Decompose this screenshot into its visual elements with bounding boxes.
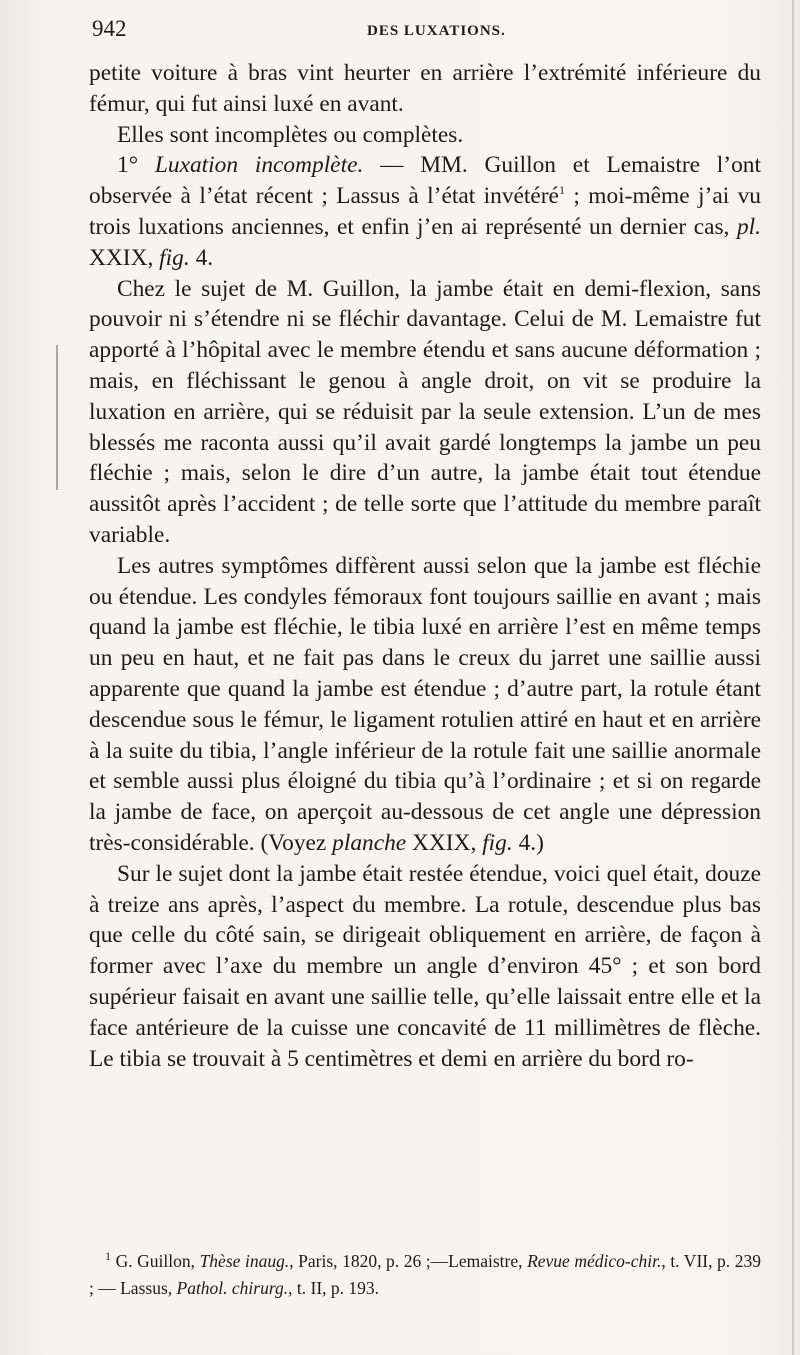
text-run: 4.) — [512, 829, 544, 856]
italic-text: fig. — [159, 244, 190, 271]
text-run: XXIX, — [406, 829, 483, 856]
page-number: 942 — [92, 16, 127, 41]
paragraph — [89, 58, 761, 120]
paragraph — [89, 150, 761, 273]
italic-text: fig. — [482, 829, 513, 856]
italic-text: planche — [332, 829, 407, 856]
text-run: Sur le sujet dont la jambe était restée étendue, voici quel était, douze à treize ans après, l’aspect du membre. La rotule, descendue plus bas que celle du côté sain, se dirigeait obliquement en arrière, de façon à former avec l’axe du membre un angle d’environ 45° ; et son bord supérieur faisait en avant une saillie telle, qu’elle laissait entre elle et la face antérieure de la cuisse une concavité de 11 millimètres de flèche. Le tibia se trouvait à 5 centimètres et demi en arrière du bord ro- — [89, 860, 761, 1072]
margin-pencil-mark — [56, 345, 58, 490]
text-run: — MM. Guillon et Lemaistre l’ont observée à l’état récent ; Lassus à l’état invétéré — [89, 152, 761, 210]
paragraph — [89, 274, 761, 551]
page-header — [92, 14, 762, 46]
text-run: petite voiture à bras vint heurter en arrière l’extrémité inférieure du fémur, qui fut ainsi luxé en avant. — [89, 60, 761, 117]
footnote-ref: 1 — [558, 183, 565, 198]
paragraph — [89, 859, 761, 1075]
running-head: DES LUXATIONS. — [367, 23, 506, 39]
text-run: Elles sont incomplètes ou complètes. — [117, 121, 464, 148]
italic-text: Luxation incomplète. — [154, 152, 364, 179]
text-run: G. Guillon, — [111, 1251, 200, 1271]
text-run: 1° — [117, 152, 155, 179]
text-run: Les autres symptômes diffèrent aussi selon que la jambe est fléchie ou étendue. Les condyles fémoraux font toujours saillie en avant ; mais quand la jambe est fléchie, le tibia luxé en arrière l’est en même temps un peu en haut, et ne fait pas dans le creux du jarret une saillie aussi apparente que quand la jambe est étendue ; d’autre part, la rotule étant descendue sous le fémur, le ligament rotulien attiré en haut et en arrière à la suite du tibia, l’angle inférieur de la rotule fait une saillie anormale et semble aussi plus éloigné du tibia qu’à l’ordinaire ; et si on regarde la jambe de face, on aperçoit au-dessous de cet angle une dépression très-considérable. (Voyez — [89, 552, 761, 856]
paragraph — [89, 551, 761, 859]
text-run: , t. VII, p. 239 ; — Lassus, — [89, 1251, 761, 1298]
text-run: Chez le sujet de M. Guillon, la jambe était en demi-flexion, sans pouvoir ni s’étendre ni se fléchir davantage. Celui de M. Lemaistre fut apporté à l’hôpital avec le membre étendu et sans aucune déformation ; mais, en fléchissant le genou à angle droit, on vit se produire la luxation en arrière, qui se réduisit par la seule extension. L’un de mes blessés me raconta aussi qu’il avait gardé longtemps la jambe un peu fléchie ; mais, selon le dire d’un autre, la jambe était tout étendue aussitôt après l’accident ; de telle sorte que l’attitude du membre paraît variable. — [89, 275, 761, 548]
italic-text: Revue médico-chir. — [527, 1251, 662, 1271]
italic-text: Thèse inaug. — [199, 1251, 290, 1271]
text-run: 4. — [189, 244, 214, 271]
text-run: , Paris, 1820, p. 26 ;—Lemaistre, — [289, 1251, 528, 1271]
footnotes — [89, 1248, 761, 1302]
text-run: XXIX, — [89, 244, 160, 271]
text-run: , t. II, p. 193. — [288, 1278, 380, 1298]
paragraph — [89, 120, 761, 151]
footnote — [89, 1248, 761, 1302]
italic-text: Pathol. chirurg. — [176, 1278, 289, 1298]
body-text — [89, 58, 761, 1074]
text-run: ; moi-même j’ai vu trois luxations anciennes, et enfin j’en ai représenté un dernier cas, — [89, 183, 762, 240]
footnote-marker: 1 — [105, 1249, 111, 1264]
page-edge — [792, 0, 794, 1355]
italic-text: pl. — [736, 213, 761, 240]
footnote-text — [89, 1251, 761, 1298]
